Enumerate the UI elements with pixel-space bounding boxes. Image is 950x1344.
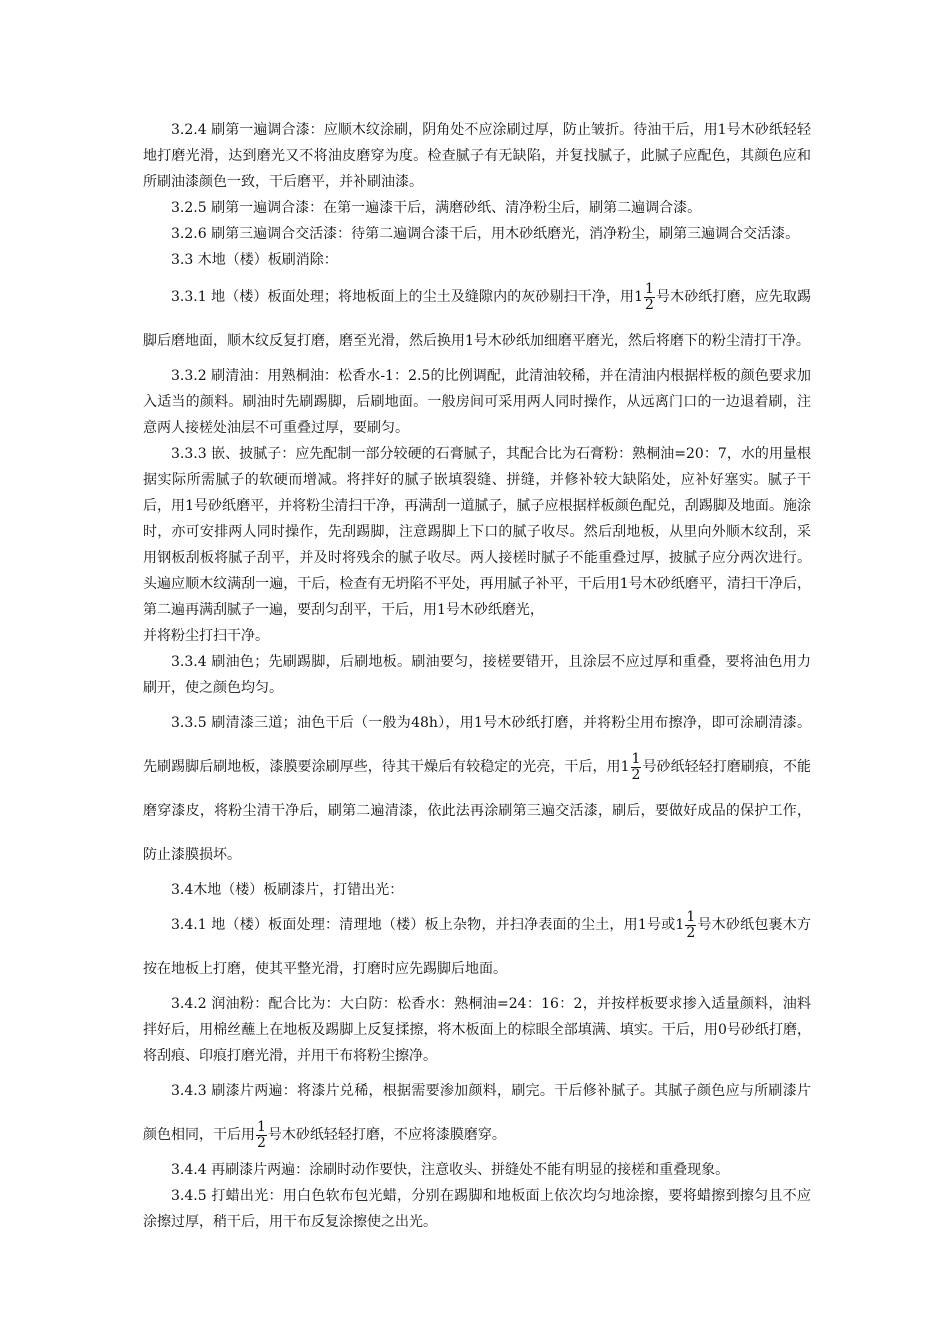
paragraph-3-4-5: 3.4.5 打蜡出光：用白色软布包光蜡，分别在踢脚和地板面上依次均匀地涂擦，要将蜡擦到擦匀且不应涂擦过厚，稍干后，用干布反复涂擦使之出光。 [143, 1188, 811, 1230]
fraction-numerator: 1 [645, 280, 654, 297]
document-page [143, 117, 811, 1235]
fraction-one-half [685, 910, 696, 941]
paragraph-3-4-3-text-b: 号木砂纸轻轻打磨，不应将漆膜磨穿。 [267, 1127, 506, 1143]
heading-3-3: 3.3 木地（楼）板刷消除： [171, 252, 338, 268]
fraction-denominator: 2 [631, 766, 641, 783]
paragraph-3-4-1-text-a: 3.4.1 地（楼）板面处理：清理地（楼）板上杂物，并扫净表面的尘土，用1号或1 [171, 917, 685, 933]
paragraph-3-4-1 [143, 903, 811, 991]
paragraph-3-3-5-text-b: 号砂纸轻轻打磨刷痕，不能磨穿漆皮，将粉尘清干净后，刷第二遍清漆，依此法再涂刷第三遍交活漆，刷后，要做好成品的保护工作，防止漆膜损坏。 [143, 759, 812, 863]
paragraph-3-2-5: 3.2.5 刷第一遍调合漆：在第一遍漆干后，满磨砂纸、清净粉尘后，刷第二遍调合漆。 [171, 200, 702, 216]
fraction-denominator: 2 [686, 924, 696, 941]
fraction-numerator: 1 [686, 908, 696, 925]
paragraph-3-4-1-text-b: 号木砂纸包裹木方按在地板上打磨，使其平整光滑，打磨时应先踢脚后地面。 [143, 917, 811, 977]
fraction-one-half [256, 1120, 267, 1151]
paragraph-3-3-3: 3.3.3 嵌、披腻子：应先配制一部分较硬的石膏腻子，其配合比为石膏粉：熟桐油=20：7，水的用量根据实际所需腻子的软硬而增减。将拌好的腻子嵌填裂缝、拼缝，并修补较大缺陷处，应补好塞实。腻子干后，用1号砂纸磨平，并将粉尘清扫干净，再满刮一道腻子，腻子应根据样板颜色配兑，刮踢脚及地面。施涂时，亦可安排两人同时操作，先刮踢脚，注意踢脚上下口的腻子收尽。然后刮地板，从里向外顺木纹刮，采用钢板刮板将腻子刮平，并及时将残余的腻子收尽。两人接槎时腻子不能重叠过厚，披腻子应分两次进行。头遍应顺木纹满刮一遍，干后，检查有无坍陷不平处，再用腻子补平，干后用1号木砂纸磨平，清扫干净后，第二遍再满刮腻子一遍，要刮匀刮平，干后，用1号木砂纸磨光， [143, 446, 811, 618]
paragraph-3-4-2: 3.4.2 润油粉：配合比为：大白防：松香水：熟桐油=24：16：2，并按样板要求掺入适量颜料，油料拌好后，用棉丝蘸上在地板及踢脚上反复揉擦，将木板面上的棕眼全部填满、填实。干后，用0号砂纸打磨，将刮痕、印痕打磨光滑，并用干布将粉尘擦净。 [143, 996, 811, 1064]
fraction-numerator: 1 [631, 750, 641, 767]
paragraph-3-3-4: 3.3.4 刷油色；先刷踢脚，后刷地板。刷油要匀，接槎要错开，且涂层不应过厚和重叠，要将油色用力刷开，使之颜色均匀。 [143, 654, 811, 696]
paragraph-3-2-6: 3.2.6 刷第三遍调合交活漆：待第二遍调合漆干后，用木砂纸磨光，消净粉尘，刷第三遍调合交活漆。 [171, 226, 800, 242]
fraction-numerator: 1 [257, 1118, 266, 1135]
fraction-one-half [644, 282, 655, 313]
fraction-denominator: 2 [257, 1134, 266, 1151]
paragraph-3-3-5 [143, 701, 811, 877]
paragraph-3-3-5-text-a: 3.3.5 刷清漆三道；油色干后（一般为48h），用1号木砂纸打磨，并将粉尘用布擦净，即可涂刷清漆。先刷踢脚后刷地板，漆膜要涂刷厚些，待其干燥后有较稳定的光亮，干后，用1 [143, 715, 811, 775]
paragraph-3-4-3-text-a: 3.4.3 刷漆片两遍：将漆片兑稀，根据需要渗加颜料，刷完。干后修补腻子。其腻子颜色应与所刷漆片颜色相同，干后用 [143, 1083, 811, 1143]
fraction-one-half [631, 752, 642, 783]
paragraph-3-2-4: 3.2.4 刷第一遍调合漆：应顺木纹涂刷，阴角处不应涂刷过厚，防止皱折。待油干后，用1号木砂纸轻轻地打磨光滑，达到磨光又不将油皮磨穿为度。检查腻子有无缺陷，并复找腻子，此腻子应配色，其颜色应和所刷油漆颜色一致，干后磨平，并补刷油漆。 [143, 122, 811, 190]
paragraph-3-3-2: 3.3.2 刷清油：用熟桐油：松香水-1：2.5的比例调配，此清油较稀，并在清油内根据样板的颜色要求加入适当的颜料。刷油时先刷踢脚，后刷地面。一般房间可采用两人同时操作，从远离门口的一边退着刷，注意两人接槎处油层不可重叠过厚，要刷匀。 [143, 368, 811, 436]
paragraph-3-3-3-tail: 并将粉尘打扫干净。 [143, 628, 269, 644]
paragraph-3-3-1-text-a: 3.3.1 地（楼）板面处理；将地板面上的尘土及缝隙内的灰砂剔扫干净，用1 [171, 289, 643, 305]
paragraph-3-4-3 [143, 1069, 811, 1157]
paragraph-3-3-1 [143, 275, 811, 363]
paragraph-3-3-1-text-b: 号木砂纸打磨，应先取踢脚后磨地面，顺木纹反复打磨，磨至光滑，然后换用1号木砂纸加细磨平磨光，然后将磨下的粉尘清打干净。 [143, 289, 811, 349]
heading-3-4: 3.4木地（楼）板刷漆片，打错出光： [171, 882, 404, 898]
fraction-denominator: 2 [645, 296, 654, 313]
paragraph-3-4-4: 3.4.4 再刷漆片两遍：涂刷时动作要快，注意收头、拼缝处不能有明显的接槎和重叠现象。 [171, 1162, 730, 1178]
